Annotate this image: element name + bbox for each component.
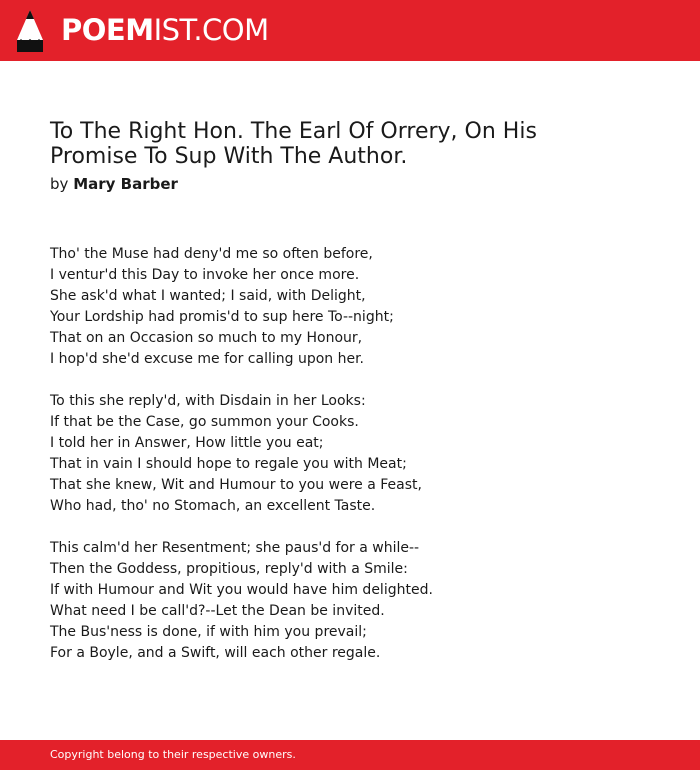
poem-line: What need I be call'd?--Let the Dean be invited. <box>50 603 385 619</box>
poem-line: Who had, tho' no Stomach, an excellent Taste. <box>50 498 376 514</box>
poem-line: I hop'd she'd excuse me for calling upon her. <box>50 351 365 367</box>
poem-line: If that be the Case, go summon your Cooks. <box>50 414 359 430</box>
poem-line: I ventur'd this Day to invoke her once more. <box>50 267 360 283</box>
byline <box>50 174 178 194</box>
poem-line: This calm'd her Resentment; she paus'd for a while-- <box>50 540 420 556</box>
poem-line: For a Boyle, and a Swift, will each other regale. <box>50 645 381 661</box>
author-name: Mary Barber <box>73 175 178 193</box>
poem-line: That in vain I should hope to regale you with Meat; <box>50 456 407 472</box>
poem-line: Tho' the Muse had deny'd me so often before, <box>50 246 373 262</box>
logo-text-light: IST.COM <box>153 13 269 47</box>
site-header <box>0 0 700 61</box>
poem-line: I told her in Answer, How little you eat; <box>50 435 324 451</box>
poem-line: She ask'd what I wanted; I said, with Delight, <box>50 288 366 304</box>
site-footer <box>0 740 700 770</box>
stanza <box>50 538 650 664</box>
poem-line: That on an Occasion so much to my Honour, <box>50 330 363 346</box>
stanza <box>50 244 650 370</box>
copyright-text: Copyright belong to their respective owners. <box>50 748 296 761</box>
by-label: by <box>50 175 69 193</box>
logo-text-bold: POEM <box>61 13 154 47</box>
poem-line: That she knew, Wit and Humour to you were a Feast, <box>50 477 422 493</box>
pencil-logo-icon[interactable] <box>17 10 43 52</box>
poem-body <box>50 244 650 685</box>
poem-title: To The Right Hon. The Earl Of Orrery, On His Promise To Sup With The Author. <box>50 119 537 169</box>
poem-line: Then the Goddess, propitious, reply'd with a Smile: <box>50 561 408 577</box>
stanza <box>50 391 650 517</box>
poem-line: If with Humour and Wit you would have him delighted. <box>50 582 433 598</box>
poem-line: To this she reply'd, with Disdain in her Looks: <box>50 393 366 409</box>
poem-line: The Bus'ness is done, if with him you prevail; <box>50 624 367 640</box>
poem-line: Your Lordship had promis'd to sup here To--night; <box>50 309 394 325</box>
site-logo[interactable] <box>61 13 269 47</box>
